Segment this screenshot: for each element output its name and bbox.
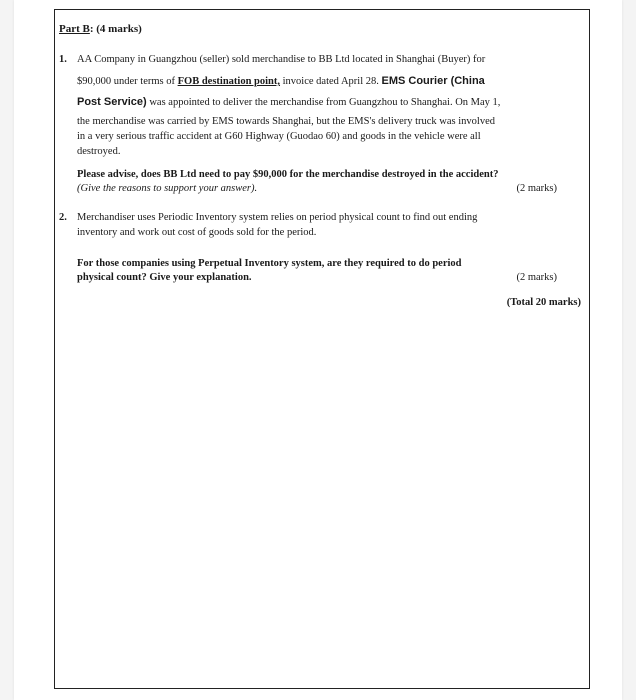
q1-line4: the merchandise was carried by EMS towards Shanghai, but the EMS's delivery truck was involved [77,116,496,127]
q1-line5: in a very serious traffic accident at G60 Highway (Guodao 60) and goods in the vehicle were all [77,131,481,142]
q2-line2: inventory and work out cost of goods sold for the period. [77,227,317,238]
part-marks: : (4 marks) [89,23,142,35]
fob-term: FOB destination point, [177,76,281,87]
q1-line2c: invoice dated April 28. [280,76,382,87]
q1-hint: (Give the reasons to support your answer). [77,183,258,194]
q2-line1: Merchandiser uses Periodic Inventory system relies on period physical count to find out ending [77,212,478,223]
q2-marks: (2 marks) [516,272,557,283]
q1-number: 1. [59,54,67,65]
question-frame [54,9,590,689]
post-service: Post Service) [77,96,147,108]
q1-line6: destroyed. [77,146,121,157]
q1-marks: (2 marks) [516,183,557,194]
q2-ask2: physical count? Give your explanation. [77,272,252,283]
q2-number: 2. [59,212,67,223]
part-header [59,23,142,35]
q1-line3 [77,96,500,108]
q1-ask: Please advise, does BB Ltd need to pay $90,000 for the merchandise destroyed in the accident? [77,169,499,180]
q2-ask1: For those companies using Perpetual Inventory system, are they required to do period [77,258,462,269]
ems-courier: EMS Courier (China [381,75,485,87]
q1-line3b: was appointed to deliver the merchandise from Guangzhou to Shanghai. On May 1, [146,97,501,108]
q1-line1: AA Company in Guangzhou (seller) sold merchandise to BB Ltd located in Shanghai (Buyer) for [77,54,486,65]
document-page [14,0,622,700]
part-title: Part B [59,23,90,35]
q1-line2a: $90,000 under terms of [77,76,178,87]
q1-line2 [77,75,485,87]
total-marks: (Total 20 marks) [506,297,581,308]
